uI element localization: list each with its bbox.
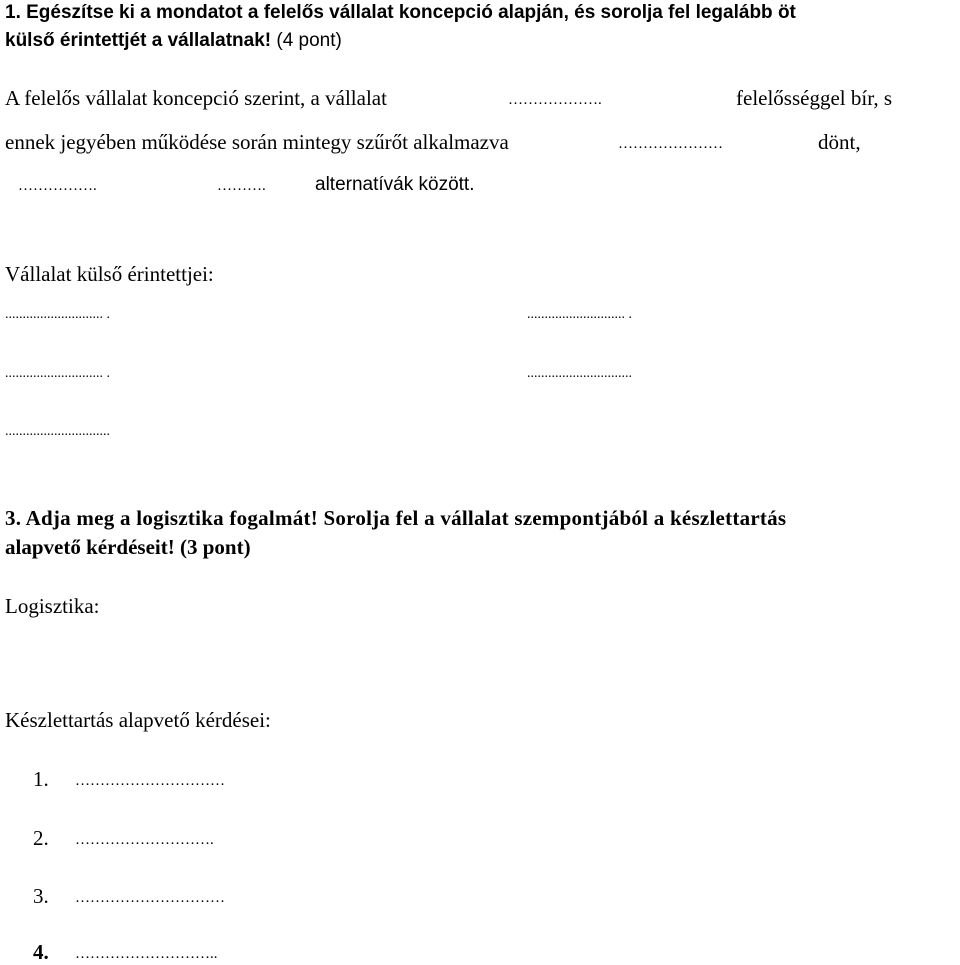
q3-points: (3 pont) xyxy=(174,535,251,559)
q3-item-4-number: 4. xyxy=(33,940,49,964)
q1-blank-1[interactable]: ………………. xyxy=(508,92,602,108)
q1-sentence-line2-b: dönt, xyxy=(818,130,861,154)
q3-title-line2-bold: alapvető kérdéseit! xyxy=(5,535,175,559)
q1-stakeholder-blank-1[interactable]: ............................ . xyxy=(5,307,110,322)
q3-inventory-label: Készlettartás alapvető kérdései: xyxy=(5,708,271,732)
q3-title-line1: 3. Adja meg a logisztika fogalmát! Sorolja fel a vállalat szempontjából a készlettartás xyxy=(5,506,787,530)
q1-sentence-line1-b: felelősséggel bír, s xyxy=(736,86,893,110)
q3-logistics-label: Logisztika: xyxy=(5,594,100,618)
q1-points: (4 pont) xyxy=(271,30,342,51)
q1-stakeholder-blank-5[interactable]: .............................. xyxy=(5,424,110,439)
q1-stakeholder-blank-4[interactable]: .............................. xyxy=(527,366,632,381)
q1-sentence-line3-b: alternatívák között. xyxy=(315,174,475,195)
q3-item-3-number: 3. xyxy=(33,884,49,908)
q1-sentence-line1-a: A felelős vállalat koncepció szerint, a vállalat xyxy=(5,86,387,110)
q1-blank-2[interactable]: ………………… xyxy=(618,136,723,152)
q3-item-1-blank[interactable]: ………………………… xyxy=(75,773,225,789)
q1-sentence-line2-a: ennek jegyében működése során mintegy szűrőt alkalmazva xyxy=(5,130,509,154)
q1-title-line2-bold: külső érintettjét a vállalatnak! xyxy=(5,30,272,51)
q3-title-line2 xyxy=(5,535,251,560)
q1-blank-4[interactable]: ………. xyxy=(217,178,266,194)
q1-stakeholders-label: Vállalat külső érintettjei: xyxy=(5,262,214,286)
q1-stakeholder-blank-3[interactable]: ............................ . xyxy=(5,366,110,381)
q1-title-line1: 1. Egészítse ki a mondatot a felelős vállalat koncepció alapján, és sorolja fel legalább öt xyxy=(5,2,796,23)
q1-stakeholder-blank-2[interactable]: ............................ . xyxy=(527,307,632,322)
q3-item-2-number: 2. xyxy=(33,826,49,850)
q3-item-2-blank[interactable]: ………………………. xyxy=(75,832,214,848)
q3-item-1-number: 1. xyxy=(33,767,49,791)
q3-item-3-blank[interactable]: ………………………… xyxy=(75,890,225,906)
q3-item-4-blank[interactable]: ……………………….. xyxy=(75,946,218,962)
q1-blank-3[interactable]: ……………. xyxy=(18,178,97,194)
q1-title-line2 xyxy=(5,30,342,52)
